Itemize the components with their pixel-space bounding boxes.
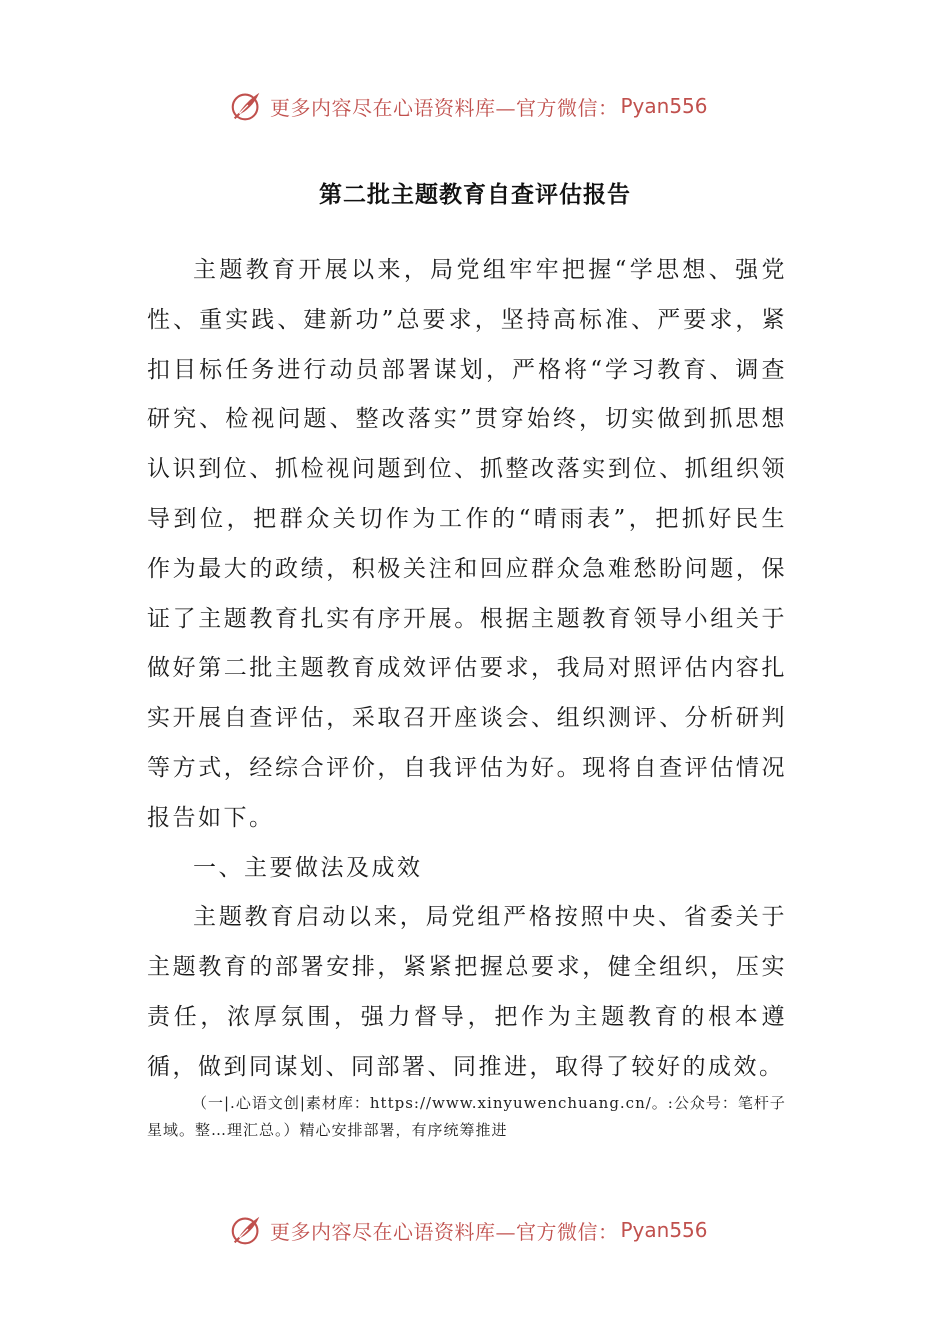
subsection-note: （一|.心语文创|素材库：https://www.xinyuwenchuang.cn/。:公众号：笔杆子星域。整…理汇总。）精心安排部署，有序统筹推进 [147, 1094, 786, 1139]
footer-watermark-banner [228, 1208, 708, 1252]
section-heading: 一、主要做法及成效 [193, 854, 423, 881]
quill-pen-logo-icon [228, 1211, 266, 1249]
quill-pen-logo-icon [228, 87, 266, 125]
banner-text: 更多内容尽在心语资料库—官方微信： [270, 1219, 619, 1244]
document-title: 第二批主题教育自查评估报告 [319, 181, 631, 208]
banner-wechat-id: Pyan556 [620, 94, 708, 118]
banner-wechat-id: Pyan556 [620, 1218, 708, 1242]
section-paragraph: 主题教育启动以来，局党组严格按照中央、省委关于主题教育的部署安排，紧紧把握总要求，健全组织，压实责任，浓厚氛围，强力督导，把作为主题教育的根本遵循，做到同谋划、同部署、同推进，取得了较好的成效。 [147, 904, 787, 1080]
document-body [147, 246, 787, 1093]
header-watermark-banner [228, 84, 708, 128]
banner-text: 更多内容尽在心语资料库—官方微信： [270, 95, 619, 120]
intro-paragraph: 主题教育开展以来，局党组牢牢把握“学思想、强党性、重实践、建新功”总要求，坚持高标准、严要求，紧扣目标任务进行动员部署谋划，严格将“学习教育、调查研究、检视问题、整改落实”贯穿始终，切实做到抓思想认识到位、抓检视问题到位、抓整改落实到位、抓组织领导到位，把群众关切作为工作的“晴雨表”，把抓好民生作为最大的政绩，积极关注和回应群众急难愁盼问题，保证了主题教育扎实有序开展。根据主题教育领导小组关于做好第二批主题教育成效评估要求，我局对照评估内容扎实开展自查评估，采取召开座谈会、组织测评、分析研判等方式，经综合评价，自我评估为好。现将自查评估情况报告如下。 [147, 257, 787, 831]
